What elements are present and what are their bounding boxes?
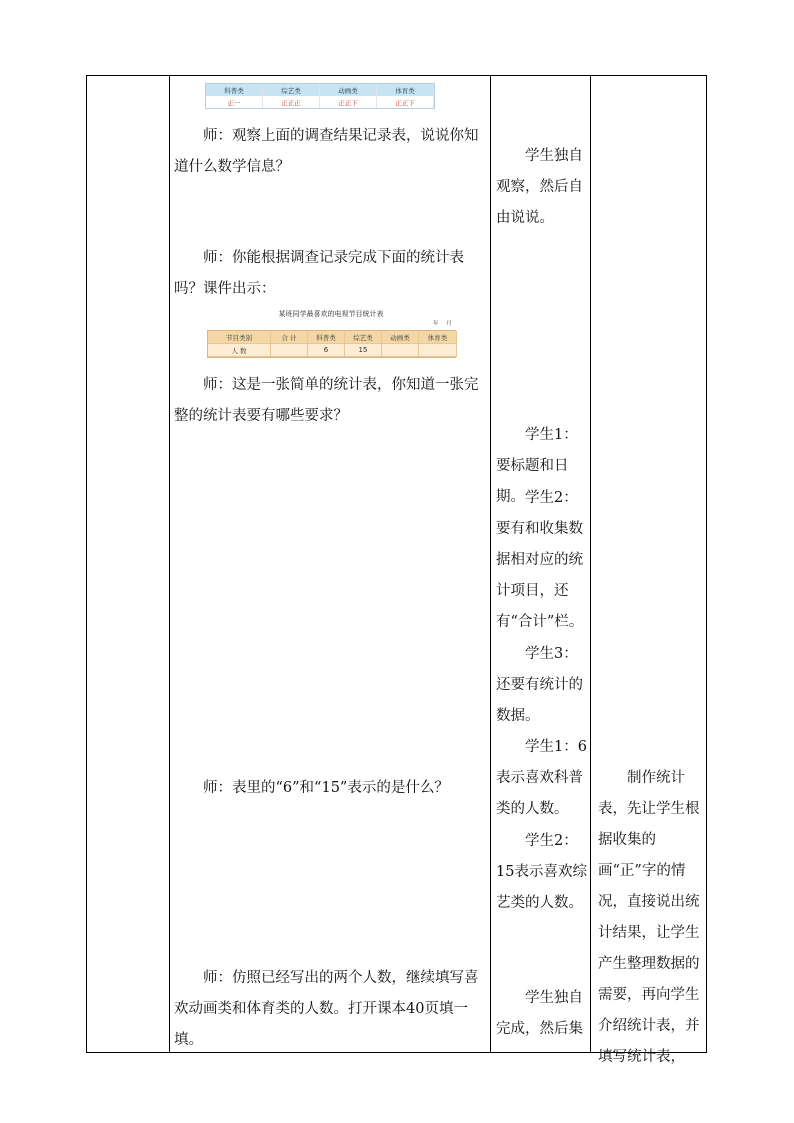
student-response-7: 学生独自完成，然后集: [496, 990, 583, 1037]
stats-header: 科普类: [308, 331, 345, 344]
stats-table: [207, 330, 456, 358]
column-divider-2: [490, 75, 491, 1053]
record-tally: 正正正: [263, 96, 320, 108]
stats-cell: 6: [308, 344, 345, 357]
record-header: 科普类: [206, 84, 263, 96]
stats-header: 综艺类: [345, 331, 382, 344]
record-header: 体育类: [377, 84, 434, 96]
record-header: 动画类: [320, 84, 377, 96]
record-tally: 正正下: [320, 96, 377, 108]
stats-cell: [382, 344, 419, 357]
stats-header: 节目类别: [208, 331, 271, 344]
stats-header: 体育类: [419, 331, 457, 344]
student-response-6: 学生2：15表示喜欢综艺类的人数。: [496, 833, 587, 911]
stats-cell: [419, 344, 457, 357]
stats-cell: 人 数: [208, 344, 271, 357]
student-response-2: 学生1：要标题和日期。: [496, 427, 578, 505]
stats-header: 动画类: [382, 331, 419, 344]
student-response-3: 学生2：要有和收集数据相对应的统计项目，还有“合计”栏。: [496, 490, 584, 630]
teacher-question-2: 师：你能根据调查记录完成下面的统计表吗？: [174, 250, 464, 297]
teacher-question-3: 师：这是一张简单的统计表，你知道一张完整的统计表要有哪些要求？: [174, 377, 479, 424]
record-tally: 正一: [206, 96, 263, 108]
design-intent: 制作统计表，先让学生根据收集的画“正”字的情况，直接说出统计结果，让学生产生整理数据的需要，再向学生介绍统计表，并填写统计表，: [598, 770, 700, 1065]
stats-cell: [271, 344, 308, 357]
student-response-5: 学生1：6表示喜欢科普类的人数。: [496, 739, 587, 817]
stats-header: 合 计: [271, 331, 308, 344]
stats-table-title: 某班同学最喜欢的电视节目统计表: [278, 310, 384, 318]
teacher-question-4: 师：表里的“6”和“15”表示的是什么？: [203, 780, 449, 796]
student-response-4: 学生3：还要有统计的数据。: [496, 646, 583, 724]
column-divider-1: [169, 75, 170, 1053]
record-tally: 正正下: [377, 96, 434, 108]
student-response-1: 学生独自观察，然后自由说说。: [496, 148, 583, 226]
teacher-question-5: 师：仿照已经写出的两个人数，继续填写喜欢动画类和体育类的人数。打开课本40页填一填。: [174, 970, 479, 1048]
column-divider-3: [590, 75, 591, 1053]
teacher-question-1: 师：观察上面的调查结果记录表，说说你知道什么数学信息？: [174, 128, 479, 175]
courseware-label: 课件出示：: [203, 281, 276, 297]
record-header: 综艺类: [263, 84, 320, 96]
stats-cell: 15: [345, 344, 382, 357]
stats-table-date: 年 月: [433, 321, 452, 327]
survey-record-table: [205, 83, 435, 109]
